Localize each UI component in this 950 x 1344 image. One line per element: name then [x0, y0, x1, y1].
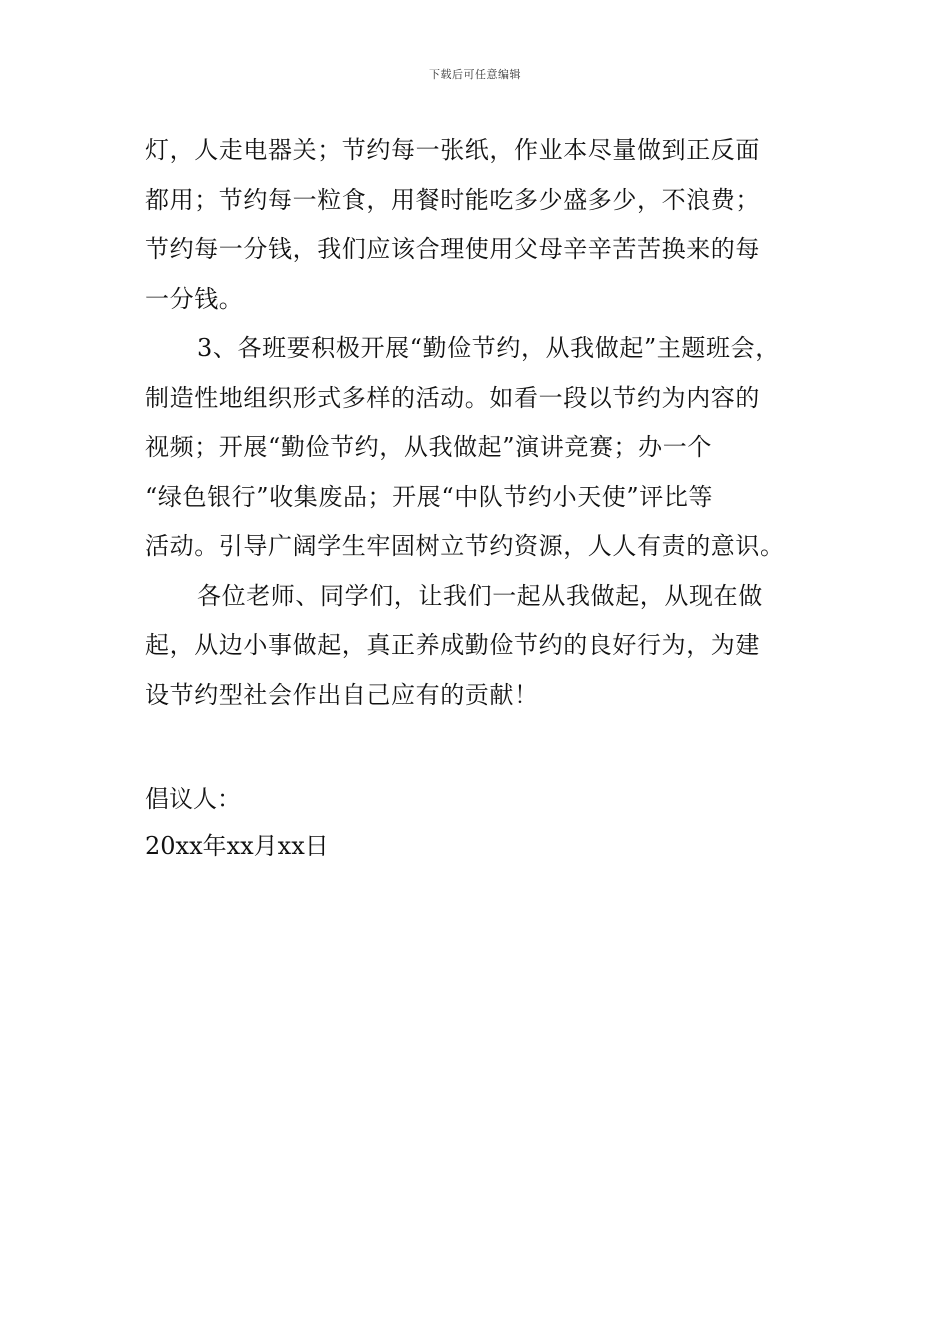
paragraph-line: 设节约型社会作出自己应有的贡献！ [145, 680, 539, 709]
paragraph-line: “绿色银行”收集废品；开展“中队节约小天使”评比等 [145, 482, 714, 511]
paragraph-line: 制造性地组织形式多样的活动。如看一段以节约为内容的 [145, 383, 760, 412]
paragraph-line: 节约每一分钱，我们应该合理使用父母辛辛苦苦换来的每 [145, 235, 760, 263]
paragraph-line: 都用；节约每一粒食，用餐时能吃多少盛多少，不浪费； [145, 185, 760, 214]
body-text [145, 126, 835, 720]
paragraph-line: 3、各班要积极开展“勤俭节约，从我做起”主题班会， [197, 334, 780, 362]
paragraph-line: 视频；开展“勤俭节约，从我做起”演讲竞赛；办一个 [145, 433, 712, 461]
header-note: 下载后可任意编辑 [429, 68, 521, 81]
paragraph-line: 各位老师、同学们，让我们一起从我做起，从现在做 [197, 581, 763, 610]
paragraph-line: 活动。引导广阔学生牢固树立节约资源，人人有责的意识。 [145, 532, 785, 560]
paragraph-line: 起，从边小事做起，真正养成勤俭节约的良好行为，为建 [145, 631, 760, 659]
paragraph-line: 灯，人走电器关；节约每一张纸，作业本尽量做到正反面 [145, 136, 760, 164]
paragraph-line: 一分钱。 [145, 284, 244, 313]
signer-label: 倡议人： [145, 785, 241, 813]
signature-date: 20xx年xx月xx日 [145, 832, 329, 860]
